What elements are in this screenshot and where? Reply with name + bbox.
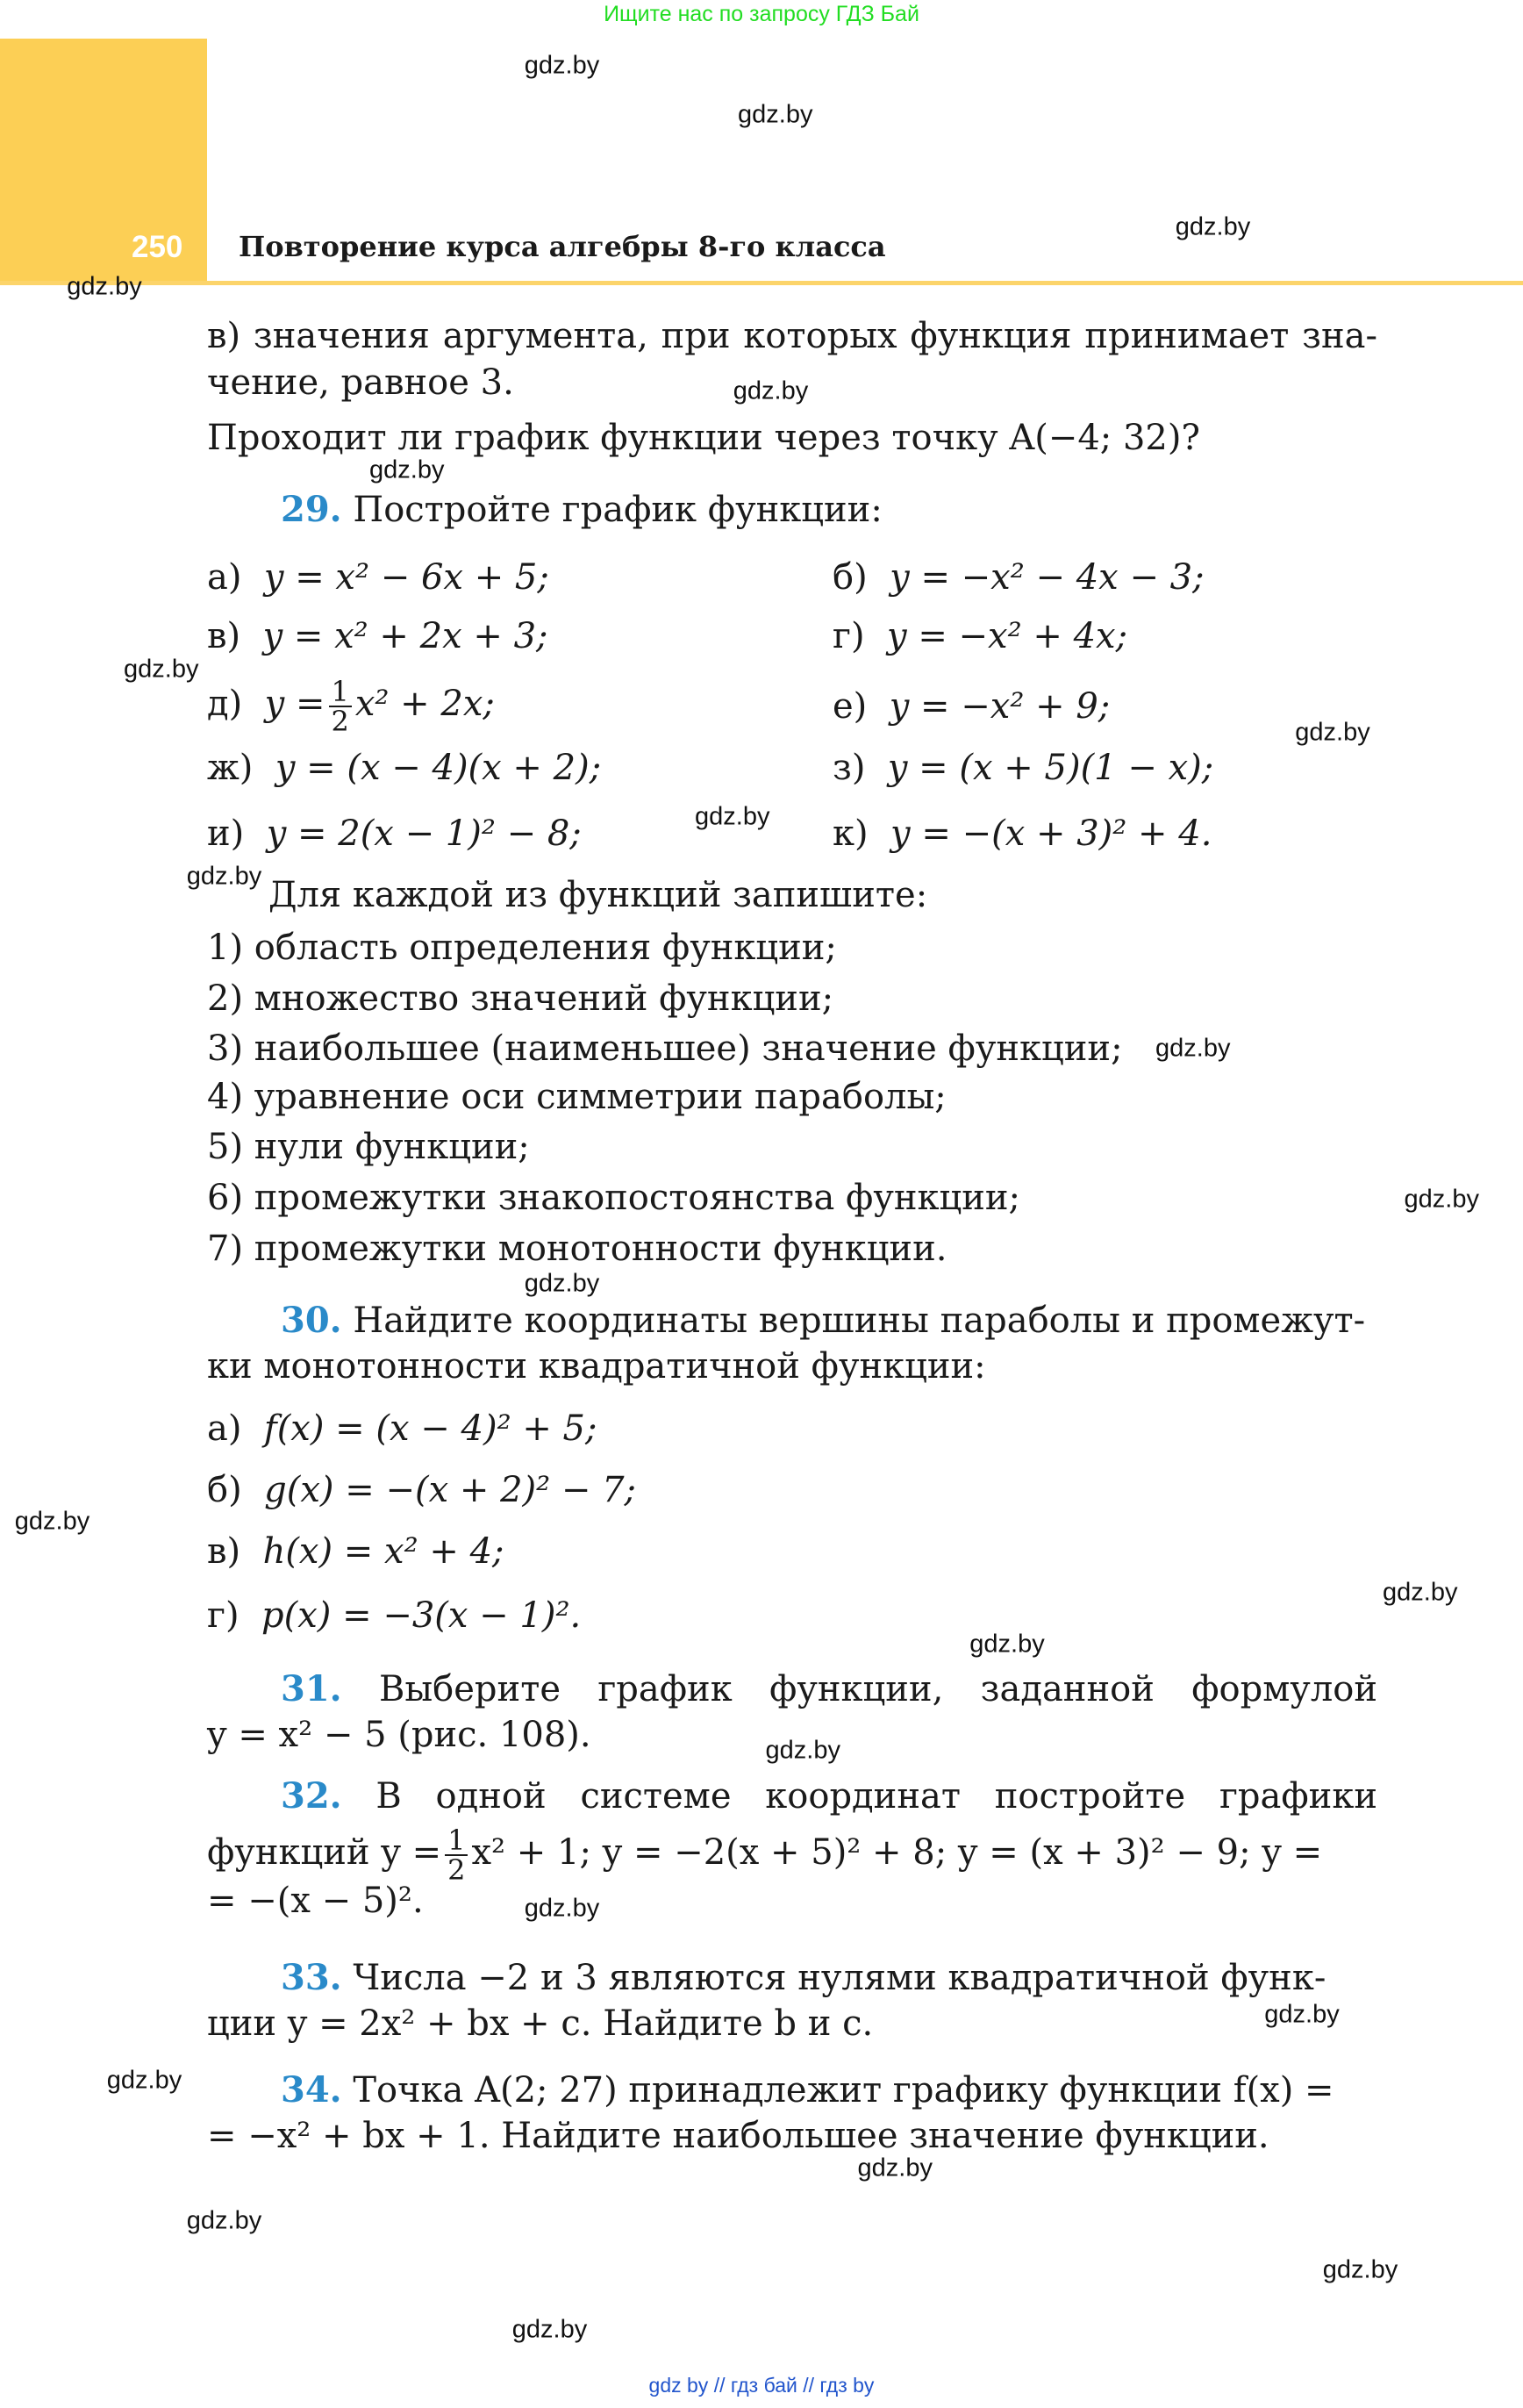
watermark: gdz.by — [67, 272, 142, 301]
watermark: gdz.by — [524, 51, 600, 80]
item-label: б) — [833, 557, 868, 598]
item-label: и) — [207, 813, 245, 855]
item-label: д) — [207, 684, 243, 724]
intro-line-1 — [207, 313, 1377, 359]
formula: y = x² − 6x + 5; — [263, 557, 549, 598]
exercise-title: Постройте график функции: — [353, 490, 883, 530]
exercise-number: 33. — [281, 1957, 342, 1998]
watermark: gdz.by — [524, 1269, 600, 1298]
exercise-30-item — [207, 1593, 581, 1638]
watermark: gdz.by — [857, 2154, 933, 2182]
watermark: gdz.by — [369, 455, 445, 484]
watermark: gdz.by — [1404, 1185, 1479, 1214]
denominator: 2 — [447, 1853, 466, 1887]
list-item: 1) область определения функции; — [207, 927, 837, 968]
exercise-29-item — [833, 684, 1110, 729]
list-item: 3) наибольшее (наименьшее) значение функции; — [207, 1028, 1123, 1070]
text: Точка A(2; 27) принадлежит графику функции f(x) = — [353, 2070, 1334, 2111]
text: в) значения аргумента, при которых функция принимает зна- — [207, 316, 1377, 356]
numerator: 1 — [445, 1826, 468, 1856]
exercise-31-line-2: y = x² − 5 (рис. 108). — [207, 1715, 591, 1755]
exercise-29-item — [833, 745, 1213, 791]
formula: g(x) = −(x + 2)² − 7; — [264, 1469, 637, 1510]
list-item: 7) промежутки монотонности функции. — [207, 1228, 947, 1269]
promo-banner[interactable]: Ищите нас по запросу ГДЗ Бай — [604, 2, 919, 26]
formula: f(x) = (x − 4)² + 5; — [263, 1408, 597, 1449]
exercise-33-line-1 — [281, 1955, 1326, 2001]
item-label: в) — [207, 615, 241, 656]
exercise-34-line-1 — [281, 2068, 1334, 2113]
watermark: gdz.by — [14, 1507, 90, 1536]
item-label: а) — [207, 1408, 242, 1449]
formula: y = — [264, 684, 325, 724]
exercise-number: 34. — [281, 2069, 342, 2111]
text — [281, 1774, 1377, 1819]
formula: y = −x² + 4x; — [887, 615, 1128, 656]
watermark: gdz.by — [1155, 1034, 1231, 1063]
watermark: gdz.by — [106, 2066, 182, 2095]
formula: y = −(x + 3)² + 4. — [890, 813, 1212, 855]
exercise-29-item — [207, 555, 549, 600]
watermark: gdz.by — [733, 376, 809, 405]
exercise-31-line-1 — [281, 1666, 1377, 1712]
exercise-30-line-2: ки монотонности квадратичной функции: — [207, 1346, 986, 1387]
text: Числа −2 и 3 являются нулями квадратичной функ- — [353, 1958, 1326, 1998]
list-item: 2) множество значений функции; — [207, 978, 834, 1019]
footer-links[interactable]: gdz by // гдз бай // гдз by — [648, 2374, 875, 2397]
formula: y = (x + 5)(1 − x); — [887, 748, 1214, 788]
watermark: gdz.by — [738, 100, 813, 129]
denominator: 2 — [331, 705, 349, 738]
exercise-30-item — [207, 1406, 597, 1451]
formula: y = x² + 2x + 3; — [262, 615, 548, 656]
formula: p(x) = −3(x − 1)². — [261, 1595, 582, 1636]
exercise-29-item — [833, 613, 1127, 659]
list-item: 6) промежутки знакопостоянства функции; — [207, 1178, 1021, 1218]
exercise-29-item — [207, 745, 601, 791]
intro-line-3: Проходит ли график функции через точку A(−4; 32)? — [207, 418, 1200, 458]
watermark: gdz.by — [186, 2206, 262, 2234]
formula: y = 2(x − 1)² − 8; — [266, 813, 582, 855]
exercise-30-item — [207, 1467, 636, 1513]
list-item: 4) уравнение оси симметрии параболы; — [207, 1076, 947, 1117]
exercise-number: 31. — [281, 1668, 342, 1709]
formula: h(x) = x² + 4; — [262, 1530, 504, 1572]
exercise-32-line-1 — [281, 1774, 1377, 1819]
watermark: gdz.by — [969, 1630, 1045, 1659]
text: функций y = — [207, 1832, 442, 1873]
exercise-29-heading — [281, 487, 883, 533]
fraction — [329, 675, 352, 738]
running-header-title: Повторение курса алгебры 8-го класса — [239, 230, 886, 263]
formula: x² + 2x; — [354, 684, 495, 724]
exercise-34-line-2: = −x² + bx + 1. Найдите наибольшее значение функции. — [207, 2116, 1269, 2156]
fraction — [445, 1824, 468, 1887]
exercise-29-task: Для каждой из функций запишите: — [268, 875, 928, 915]
header-rule — [0, 281, 1523, 285]
item-label: е) — [833, 686, 868, 727]
text: В одной системе координат постройте графики — [375, 1776, 1377, 1817]
watermark: gdz.by — [186, 862, 262, 891]
exercise-29-item — [833, 555, 1205, 600]
exercise-29-item — [207, 613, 548, 659]
exercise-number: 30. — [281, 1300, 342, 1341]
exercise-32-line-3: = −(x − 5)². — [207, 1881, 424, 1921]
item-label: в) — [207, 1530, 241, 1572]
item-label: к) — [833, 813, 869, 855]
watermark: gdz.by — [524, 1894, 600, 1923]
exercise-29-item — [833, 811, 1212, 856]
item-label: г) — [207, 1595, 240, 1636]
exercise-number: 32. — [281, 1775, 342, 1817]
intro-line-2: чение, равное 3. — [207, 362, 514, 403]
numerator: 1 — [329, 677, 352, 707]
text: Выберите график функции, заданной формулой — [378, 1669, 1377, 1709]
exercise-30-item — [207, 1529, 504, 1574]
watermark: gdz.by — [1264, 2000, 1340, 2029]
item-label: б) — [207, 1469, 242, 1510]
item-label: а) — [207, 557, 242, 598]
watermark: gdz.by — [124, 655, 199, 684]
page-number: 250 — [132, 230, 183, 264]
watermark: gdz.by — [1383, 1578, 1458, 1607]
watermark: gdz.by — [1295, 718, 1370, 747]
exercise-number: 29. — [281, 489, 342, 530]
text: Найдите координаты вершины параболы и промежут- — [353, 1301, 1366, 1341]
formula: y = −x² − 4x − 3; — [890, 557, 1205, 598]
formula: y = (x − 4)(x + 2); — [275, 748, 602, 788]
watermark: gdz.by — [1322, 2255, 1398, 2283]
watermark: gdz.by — [765, 1736, 840, 1765]
exercise-30-line-1 — [281, 1298, 1365, 1344]
text: x² + 1; y = −2(x + 5)² + 8; y = (x + 3)² − 9; y = — [471, 1832, 1323, 1873]
formula: y = −x² + 9; — [889, 686, 1111, 727]
exercise-29-item — [207, 811, 582, 856]
exercise-33-line-2: ции y = 2x² + bx + c. Найдите b и c. — [207, 2003, 874, 2044]
text — [281, 1666, 1377, 1712]
item-label: з) — [833, 748, 866, 788]
list-item: 5) нули функции; — [207, 1127, 530, 1168]
item-label: ж) — [207, 748, 254, 788]
watermark: gdz.by — [511, 2315, 588, 2344]
exercise-32-line-2 — [207, 1824, 1323, 1887]
exercise-29-item — [207, 675, 495, 738]
item-label: г) — [833, 615, 865, 656]
watermark: gdz.by — [695, 802, 770, 831]
watermark: gdz.by — [1175, 212, 1251, 241]
